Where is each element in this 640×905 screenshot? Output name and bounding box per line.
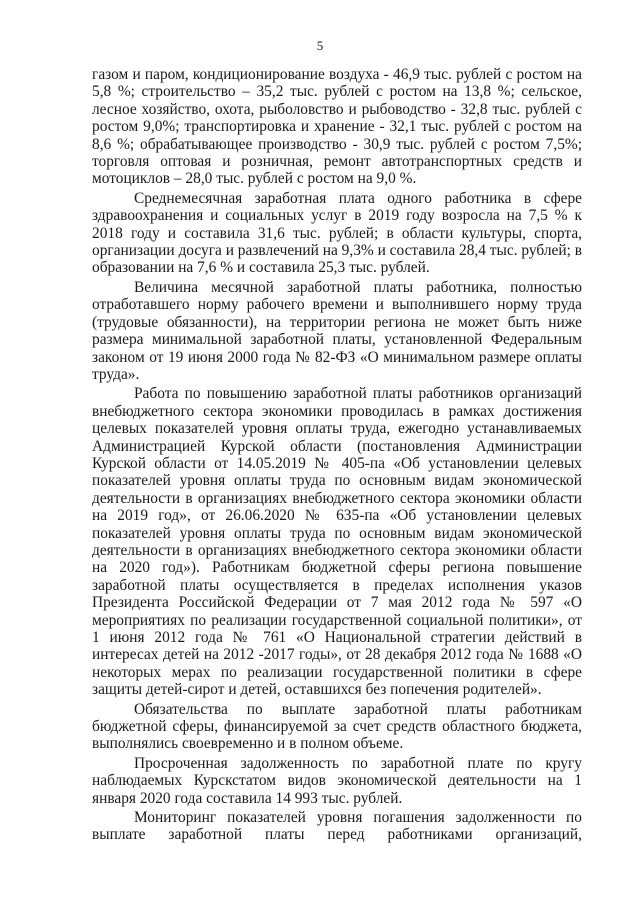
paragraph-budget-obligations: Обязательства по выплате заработной платы работникам бюджетной сферы, финансируемой за счет средств областного бюджета, выполнялись своевременно и в полном объеме. — [92, 700, 582, 753]
paragraph-minimum-wage: Величина месячной заработной платы работника, полностью отработавшего норму рабочего времени и выполнившего норму труда (трудовые обязанности), на территории региона не может быть ниже размера минимальной заработной платы, установленной Федеральным законом от 19 июня 2000 года № 82-ФЗ «О минимальном размере оплаты труда». — [92, 278, 582, 383]
body-text — [92, 66, 582, 844]
paragraph-wage-arrears: Просроченная задолженность по заработной плате по кругу наблюдаемых Курскстатом видов экономической деятельности на 1 января 2020 года составила 14 993 тыс. рублей. — [92, 754, 582, 807]
paragraph-wage-targets: Работа по повышению заработной платы работников организаций внебюджетного сектора экономики проводилась в рамках достижения целевых показателей уровня оплаты труда, ежегодно устанавливаемых Администрацией Курской области (постановления Администрации Курской области от 14.05.2019 № 405-па «Об установлении целевых показателей уровня оплаты труда по основным видам экономической деятельности в организациях внебюджетного сектора экономики области на 2019 год», от 26.06.2020 № 635-па «Об установлении целевых показателей уровня оплаты труда по основным видам экономической деятельности в организациях внебюджетного сектора экономики области на 2020 год»). Работникам бюджетной сферы региона повышение заработной платы осуществляется в пределах исполнения указов Президента Российской Федерации от 7 мая 2012 года № 597 «О мероприятиях по реализации государственной социальной политики», от 1 июня 2012 года № 761 «О Национальной стратегии действий в интересах детей на 2012 -2017 годы», от 28 декабря 2012 года № 1688 «О некоторых мерах по реализации государственной политики в сфере защиты детей-сирот и детей, оставшихся без попечения родителей». — [92, 385, 582, 699]
paragraph-monitoring: Мониторинг показателей уровня погашения задолженности по выплате заработной платы перед работниками организаций, — [92, 809, 582, 844]
paragraph-social-sector-wages: Среднемесячная заработная плата одного работника в сфере здравоохранения и социальных услуг в 2019 году возросла на 7,5 % к 2018 году и составила 31,6 тыс. рублей; в области культуры, спорта, организации досуга и развлечений на 9,3% и составила 28,4 тыс. рублей; в образовании на 7,6 % и составила 25,3 тыс. рублей. — [92, 189, 582, 277]
paragraph-industry-wages: газом и паром, кондиционирование воздуха - 46,9 тыс. рублей с ростом на 5,8 %; строительство – 35,2 тыс. рублей с ростом на 13,8 %; сельское, лесное хозяйство, охота, рыболовство и рыбоводство - 32,8 тыс. рублей с ростом 9,0%; транспортировка и хранение - 32,1 тыс. рублей с ростом на 8,6 %; обрабатывающее производство - 30,9 тыс. рублей с ростом 7,5%; торговля оптовая и розничная, ремонт автотранспортных средств и мотоциклов – 28,0 тыс. рублей с ростом на 9,0 %. — [92, 66, 582, 188]
page-number: 5 — [316, 38, 324, 53]
